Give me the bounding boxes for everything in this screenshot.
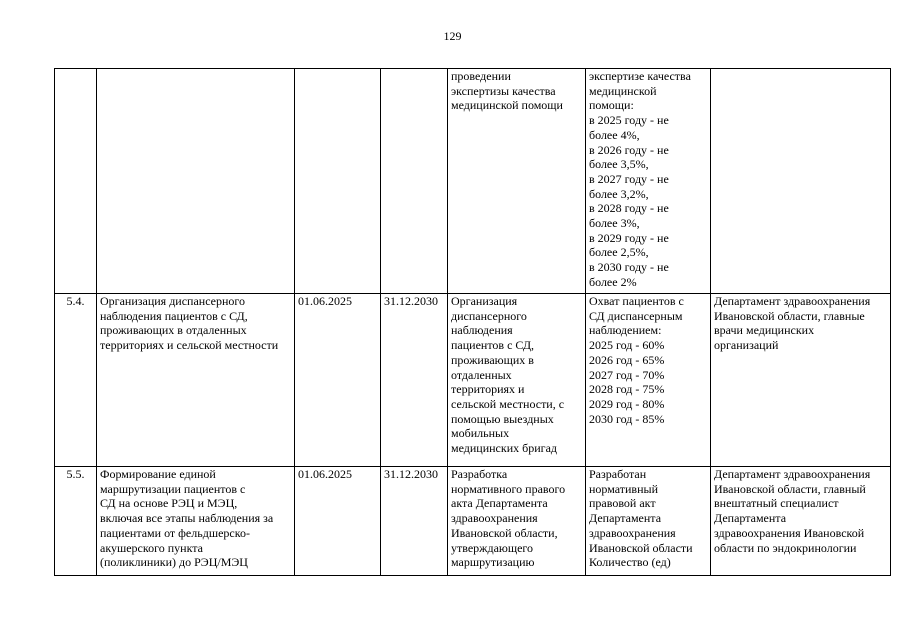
- cell-end-date: 31.12.2030: [381, 467, 448, 576]
- cell-start-date: [295, 69, 381, 294]
- cell-responsible: Департамент здравоохранения Ивановской области, главный внештатный специалист Департамента здравоохранения Ивановской области по эндокринологии: [711, 467, 891, 576]
- cell-start-date: 01.06.2025: [295, 294, 381, 467]
- cell-responsible: [711, 69, 891, 294]
- cell-end-date: [381, 69, 448, 294]
- cell-measure-name: Формирование единой маршрутизации пациентов с СД на основе РЭЦ и МЭЦ, включая все этапы наблюдения за пациентами от фельдшерско- акушерского пункта (поликлиники) до РЭЦ/МЭЦ: [97, 467, 295, 576]
- cell-expected-result: Организация диспансерного наблюдения пациентов с СД, проживающих в отдаленных территориях и сельской местности, с помощью выездных мобильных медицинских бригад: [448, 294, 586, 467]
- table-row: [55, 69, 891, 294]
- cell-indicator: Охват пациентов с СД диспансерным наблюдением: 2025 год - 60% 2026 год - 65% 2027 год - 70% 2028 год - 75% 2029 год - 80% 2030 год - 85%: [586, 294, 711, 467]
- cell-number: [55, 69, 97, 294]
- cell-indicator: экспертизе качества медицинской помощи: в 2025 году - не более 4%, в 2026 году - не более 3,5%, в 2027 году - не более 3,2%, в 2028 году - не более 3%, в 2029 году - не более 2,5%, в 2030 году - не более 2%: [586, 69, 711, 294]
- cell-number: 5.4.: [55, 294, 97, 467]
- cell-expected-result: проведении экспертизы качества медицинской помощи: [448, 69, 586, 294]
- cell-measure-name: Организация диспансерного наблюдения пациентов с СД, проживающих в отдаленных территориях и сельской местности: [97, 294, 295, 467]
- cell-indicator: Разработан нормативный правовой акт Департамента здравоохранения Ивановской области Количество (ед): [586, 467, 711, 576]
- cell-measure-name: [97, 69, 295, 294]
- cell-responsible: Департамент здравоохранения Ивановской области, главные врачи медицинских организаций: [711, 294, 891, 467]
- cell-end-date: 31.12.2030: [381, 294, 448, 467]
- cell-number: 5.5.: [55, 467, 97, 576]
- measures-table: [54, 68, 891, 576]
- table-row: [55, 467, 891, 576]
- cell-expected-result: Разработка нормативного правого акта Департамента здравоохранения Ивановской области, утверждающего маршрутизацию: [448, 467, 586, 576]
- table-row: [55, 294, 891, 467]
- cell-start-date: 01.06.2025: [295, 467, 381, 576]
- page-number: 129: [443, 29, 462, 43]
